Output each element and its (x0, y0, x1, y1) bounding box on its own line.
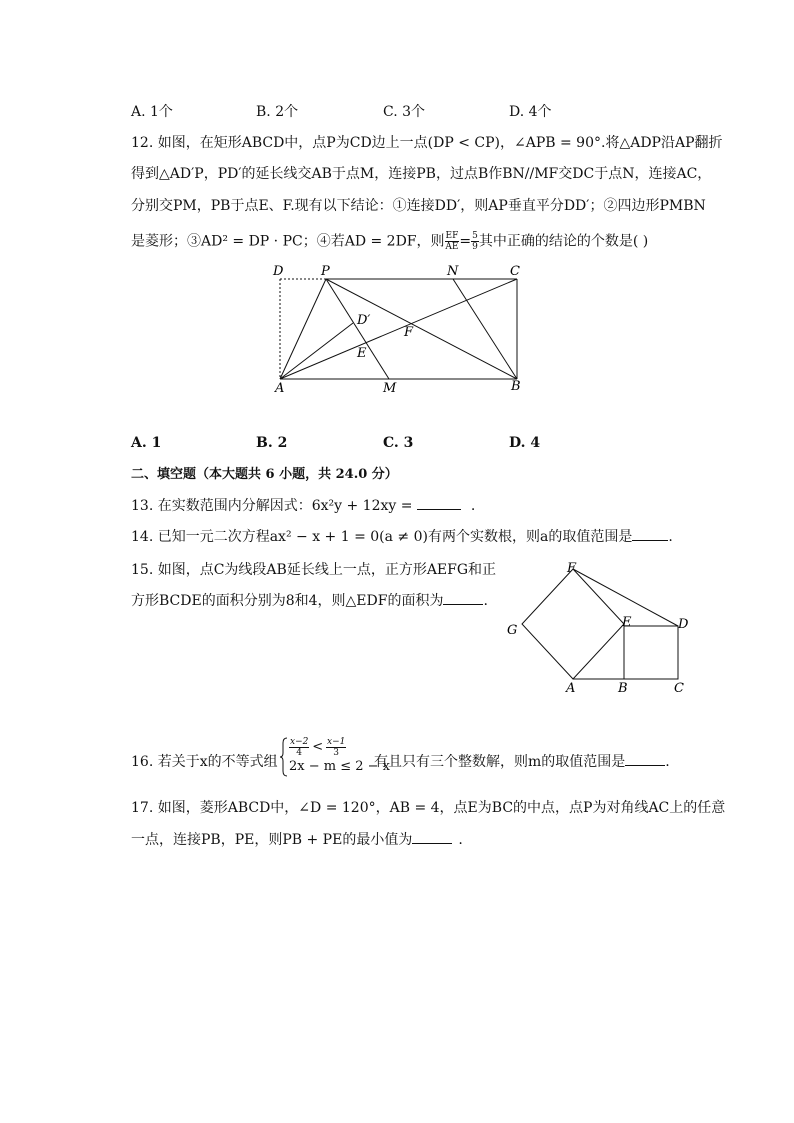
label-e: E (357, 346, 367, 361)
fraction-numerator: x−1 (327, 737, 346, 747)
segment-ac (280, 279, 517, 379)
q12-fraction-5-9 (471, 231, 479, 252)
label-d: D (678, 617, 689, 632)
segment-pm (326, 279, 389, 379)
q12-line1: 12. 如图，在矩形ABCD中，点P为CD边上一点(DP < CP)，∠APB = 90°.将△ADP沿AP翻折 (131, 135, 723, 151)
fraction-numerator: 5 (472, 231, 478, 241)
equals-sign: = (459, 233, 472, 250)
label-e: E (622, 615, 632, 630)
q12-option-c: C. 3 (383, 435, 414, 451)
q12-fraction-ef-ae (445, 231, 460, 252)
q15-squares-figure (500, 558, 700, 700)
q16-row1 (289, 737, 346, 758)
q17-answer-blank[interactable] (412, 843, 452, 844)
q12-rectangle-figure (265, 262, 535, 397)
fraction-denominator: 9 (472, 242, 478, 252)
square-bcde (624, 626, 678, 679)
q16-prefix: 16. 若关于x的不等式组 (131, 754, 278, 770)
q16-row2: 2x − m ≤ 2 − x (289, 759, 391, 774)
q12-line4-part1: 是菱形；③AD² = DP · PC；④若AD = 2DF，则 (131, 233, 445, 250)
segment-pb (326, 279, 517, 379)
q15-text: 方形BCDE的面积分别为8和4，则△EDF的面积为 (131, 593, 444, 609)
fraction-x-minus-2-over-4 (289, 737, 309, 758)
q17-line2 (131, 830, 463, 850)
q12-line4 (131, 231, 648, 252)
label-m: M (383, 381, 397, 396)
q13-answer-blank[interactable] (417, 509, 461, 510)
q13-period: . (470, 498, 476, 514)
label-a: A (566, 681, 576, 696)
fraction-numerator: EF (445, 231, 459, 241)
q15-line2 (131, 591, 488, 611)
q17-text: 一点，连接PB，PE，则PB + PE的最小值为 (131, 832, 413, 848)
q14-answer-blank[interactable] (632, 540, 668, 541)
label-d: D (273, 264, 284, 279)
q16-answer-blank[interactable] (625, 765, 665, 766)
q17-line1: 17. 如图，菱形ABCD中，∠D = 120°，AB = 4，点E为BC的中点，点P为对角线AC上的任意 (131, 800, 726, 816)
label-p: P (321, 264, 330, 279)
label-c: C (510, 264, 520, 279)
segment-ap (280, 279, 326, 379)
q11-option-c: C. 3个 (383, 104, 426, 120)
square-aefg (522, 569, 624, 679)
q12-line3: 分别交PM，PB于点E、F.现有以下结论：①连接DD′，则AP垂直平分DD′；②四边形PMBN (131, 198, 706, 214)
segment-nb (453, 279, 517, 379)
less-than-sign: < (312, 739, 324, 755)
q12-line4-part2: 其中正确的结论的个数是( ) (478, 233, 649, 250)
q12-option-b: B. 2 (256, 435, 288, 451)
q16-period: . (665, 754, 670, 770)
q14 (131, 527, 673, 547)
left-brace-icon (280, 737, 288, 777)
fraction-x-minus-1-over-3 (326, 737, 346, 758)
label-b: B (511, 379, 521, 394)
q12-line2: 得到△AD′P，PD′的延长线交AB于点M，连接PB，过点B作BN//MF交DC于点N，连接AC， (131, 166, 712, 182)
section-heading-fill-in: 二、填空题（本大题共 6 小题，共 24.0 分） (131, 467, 398, 482)
q16-suffix (374, 752, 670, 772)
q15-line1: 15. 如图，点C为线段AB延长线上一点，正方形AEFG和正 (131, 562, 497, 578)
q16-text: 有且只有三个整数解，则m的取值范围是 (374, 754, 626, 770)
q13 (131, 496, 475, 516)
label-d-prime: D′ (357, 313, 371, 328)
q13-text: 13. 在实数范围内分解因式：6x²y + 12xy = (131, 498, 417, 514)
q11-option-a: A. 1个 (131, 104, 173, 120)
label-g: G (507, 623, 518, 638)
label-b: B (618, 681, 628, 696)
q12-option-a: A. 1 (131, 435, 162, 451)
label-f: F (567, 561, 577, 576)
label-a: A (275, 381, 285, 396)
label-n: N (447, 264, 459, 279)
q14-period: . (668, 529, 673, 545)
q14-text: 14. 已知一元二次方程ax² − x + 1 = 0(a ≠ 0)有两个实数根，则a的取值范围是 (131, 529, 633, 545)
fraction-numerator: x−2 (290, 737, 309, 747)
segment-ad-prime (280, 323, 353, 379)
q17-period: . (458, 832, 463, 848)
label-f: F (404, 325, 414, 340)
q11-option-d: D. 4个 (509, 104, 552, 120)
q16-inequality-system (280, 737, 391, 777)
fraction-denominator: AE (445, 242, 459, 252)
q15-period: . (483, 593, 488, 609)
fraction-denominator: 4 (296, 748, 303, 758)
q15-answer-blank[interactable] (443, 604, 483, 605)
q11-option-b: B. 2个 (256, 104, 299, 120)
label-c: C (674, 681, 684, 696)
q12-option-d: D. 4 (509, 435, 541, 451)
fraction-denominator: 3 (333, 748, 340, 758)
